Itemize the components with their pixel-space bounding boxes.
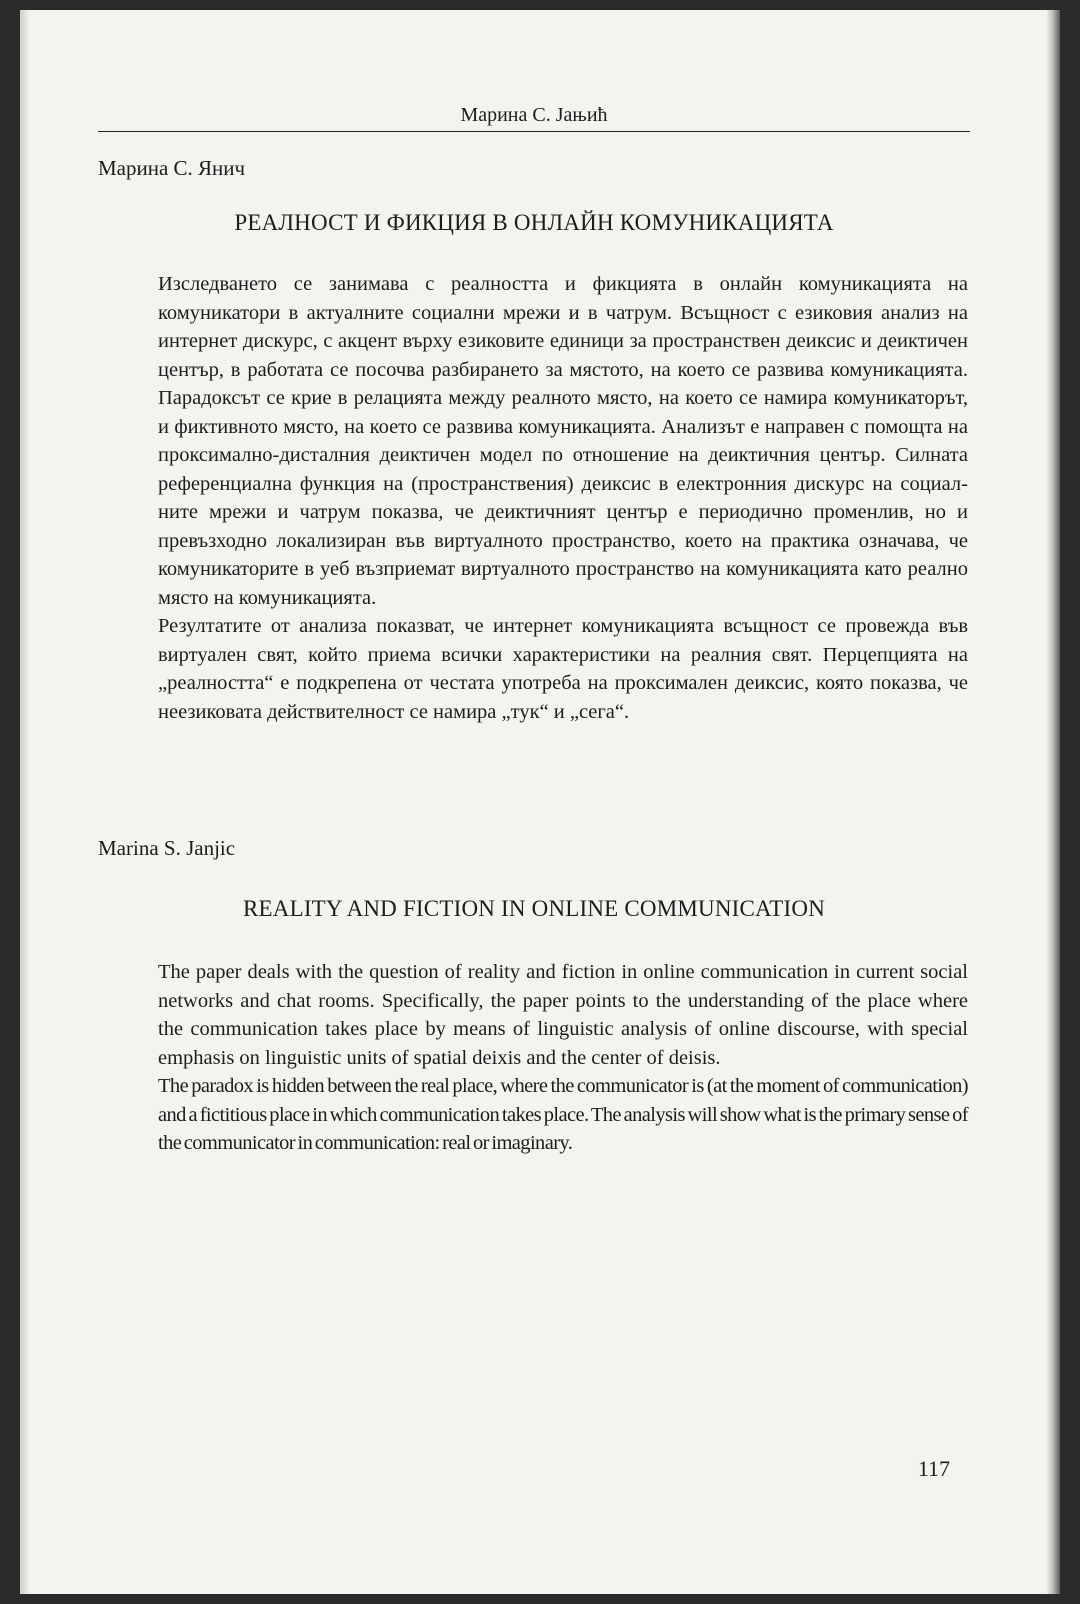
abstract-en-paragraph-2: The paradox is hidden between the real place, where the communicator is (at the moment of communication) and a fictitious place in which communication takes place. The analysis will show what is the primary sense of the communicator in communication: real or imaginary. (158, 1075, 968, 1154)
running-head: Марина С. Јањић (98, 104, 970, 132)
abstract-bg (158, 270, 968, 726)
abstract-en-paragraph-1: The paper deals with the question of reality and fiction in online communication in current social networks and chat rooms. Specifically, the paper points to the understanding of the place where the communication takes place by means of linguistic analysis of online discourse, with special emphasis on linguistic units of spatial deixis and the center of deisis. (158, 961, 968, 1069)
author-en: Marina S. Janjic (98, 836, 236, 860)
page-number: 117 (917, 1456, 950, 1481)
abstract-bg-paragraph-2: Резултатите от анализа показват, че интернет комуникацията всъщност се провежда във виртуален свят, който приема всички характеристики на реалния свят. Перцепцията на „реалността“ е подкрепена от честата употреба на проксимален деиксис, която показва, че неезиковата действителност се намира „тук“ и „сега“. (158, 615, 968, 723)
abstract-en (158, 958, 968, 1158)
journal-page (20, 10, 1060, 1594)
title-bg: РЕАЛНОСТ И ФИКЦИЯ В ОНЛАЙН КОМУНИКАЦИЯТА (234, 210, 834, 235)
abstract-bg-paragraph-1: Изследването се занимава с реалността и фикцията в онлайн комуникацията на комуникатори в актуалните социални мрежи и в чатрум. Всъщност с езиковия анализ на интернет дискурс, с акцент върху езиковите единици за пространствен деиксис и деиктичен център, в работата се посочва разбирането за мястото, на което се развива комуникацията. Парадоксът се крие в релацията между реалното място, на което се намира комуникаторът, и фиктивното място, на което се развива комуникацията. Анализът е направен с помощта на проксимално-дисталния деиктичен модел по отношение на деиктичния център. Силната референциална функция на (пространствения) деиксис в електронния дискурс на социалните мрежи и чатрум показва, че деиктичният център е периодично променлив, но и превъзходно локализиран във виртуалното пространство, което на практика означава, че комуникаторите в уеб възприемат виртуалното пространство на комуникацията като реално място на комуникацията. (158, 273, 968, 609)
author-bg: Марина С. Янич (98, 156, 246, 180)
title-en: REALITY AND FICTION IN ONLINE COMMUNICATION (242, 896, 826, 921)
